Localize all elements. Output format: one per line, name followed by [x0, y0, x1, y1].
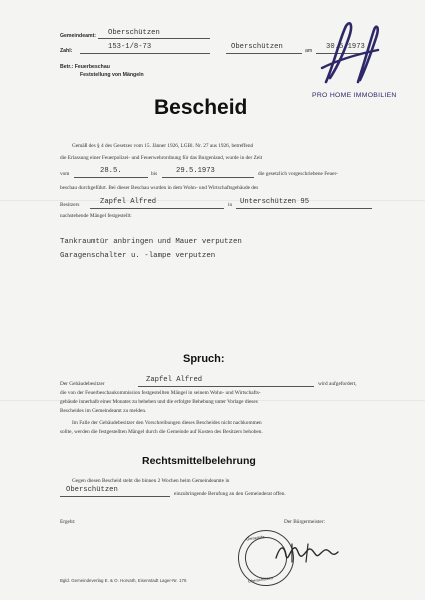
buergermeister-label: Der Bürgermeister: [284, 519, 325, 525]
stamp-text-bottom: Oberschützen [247, 575, 274, 584]
place-value: Oberschützen [231, 43, 283, 51]
vom-label: vom [60, 171, 70, 177]
rechtsmittel-place-underline [60, 496, 170, 497]
zahl-underline [80, 53, 210, 54]
publisher-note: Bgld. Gemeindeverlag E. & O. Horvath, Eisenstadt Lager-Nr. 176 [60, 578, 187, 583]
fold-line [0, 200, 425, 201]
bis-label: bis [151, 171, 158, 177]
besitzer-underline [90, 208, 224, 209]
pro-home-logo-icon [312, 20, 384, 90]
zahl-value: 153-1/8-73 [108, 43, 152, 51]
intro-line-6: nachstehende Mängel festgestellt: [60, 213, 132, 219]
place-underline [226, 53, 302, 54]
signature-icon [272, 540, 342, 566]
ergeht-label: Ergeht: [60, 519, 76, 525]
spruch-owner-tail: wird aufgefordert, [318, 381, 357, 387]
spruch-line-3: gebäude innerhalb eines Monates zu beheben und die erfolgte Behebung unter Vorlage dieses [60, 399, 258, 405]
gemeindeamt-value: Oberschützen [108, 29, 160, 37]
page-title: Bescheid [154, 96, 248, 119]
vom-tail: die gesetzlich vorgeschriebene Feuer- [258, 171, 338, 177]
spruch-line-5: Im Falle der Gebäudebesitzer den Vorschreibungen dieses Bescheides nicht nachkommen [72, 420, 262, 426]
vom-value: 28.5. [100, 167, 122, 175]
spruch-heading: Spruch: [183, 353, 225, 365]
rechtsmittel-line-1: Gegen diesen Bescheid steht die binnen 2 Wochen beim Gemeindeamte in [72, 478, 230, 484]
spruch-owner-value: Zapfel Alfred [146, 376, 203, 384]
spruch-owner-label: Der Gebäudebesitzer [60, 381, 105, 387]
rechtsmittel-line-2: einzubringende Berufung an den Gemeinderat offen. [174, 491, 286, 497]
intro-line-2: die Erlassung einer Feuerpolizei- und Feuerwehrordnung für das Burgenland, wurde in der Zeit [60, 155, 263, 161]
besitzer-value: Zapfel Alfred [100, 198, 157, 206]
date-value: 30.5.1973 [326, 43, 365, 51]
in-underline [236, 208, 372, 209]
spruch-line-2: die von der Feuerbeschaukommission festgestellten Mängel in seinem Wohn- und Wirtschafts- [60, 390, 261, 396]
bis-value: 29.5.1973 [176, 167, 215, 175]
vom-underline [74, 177, 148, 178]
in-value: Unterschützen 95 [240, 198, 310, 206]
zahl-label: Zahl: [60, 48, 73, 54]
rechtsmittel-place-value: Oberschützen [66, 486, 118, 494]
spruch-line-4: Bescheides im Gemeindeamt zu melden. [60, 408, 147, 414]
stamp-text-top: Gemeinde [245, 534, 265, 542]
gemeindeamt-label: Gemeindeamt: [60, 33, 97, 39]
defect-item: Tankraumtür anbringen und Mauer verputzen [60, 238, 242, 246]
betreff-sub: Feststellung von Mängeln [80, 72, 144, 78]
defect-item: Garagenschalter u. -lampe verputzen [60, 252, 216, 260]
logo-text: PRO HOME IMMOBILIEN [312, 92, 397, 99]
besitzer-label: Besitzers [60, 202, 80, 208]
in-label: in [228, 202, 233, 208]
spruch-line-6: sollte, werden die festgestellten Mängel durch die Gemeinde auf Kosten des Besitzers behoben. [60, 429, 263, 435]
intro-line-4: beschau durchgeführt. Bei dieser Beschau wurden in dem Wohn- und Wirtschaftsgebäude des [60, 185, 259, 191]
betreff-label: Betr.: Feuerbeschau [60, 64, 110, 70]
gemeindeamt-underline [98, 38, 210, 39]
bis-underline [162, 177, 254, 178]
am-label: am [305, 48, 313, 54]
rechtsmittel-heading: Rechtsmittelbelehrung [142, 455, 256, 467]
intro-line-1: Gemäß des § 4 des Gesetzes vom 15. Jänner 1926, LGBl. Nr. 27 aus 1926, betreffend [72, 143, 254, 149]
spruch-owner-underline [138, 386, 314, 387]
